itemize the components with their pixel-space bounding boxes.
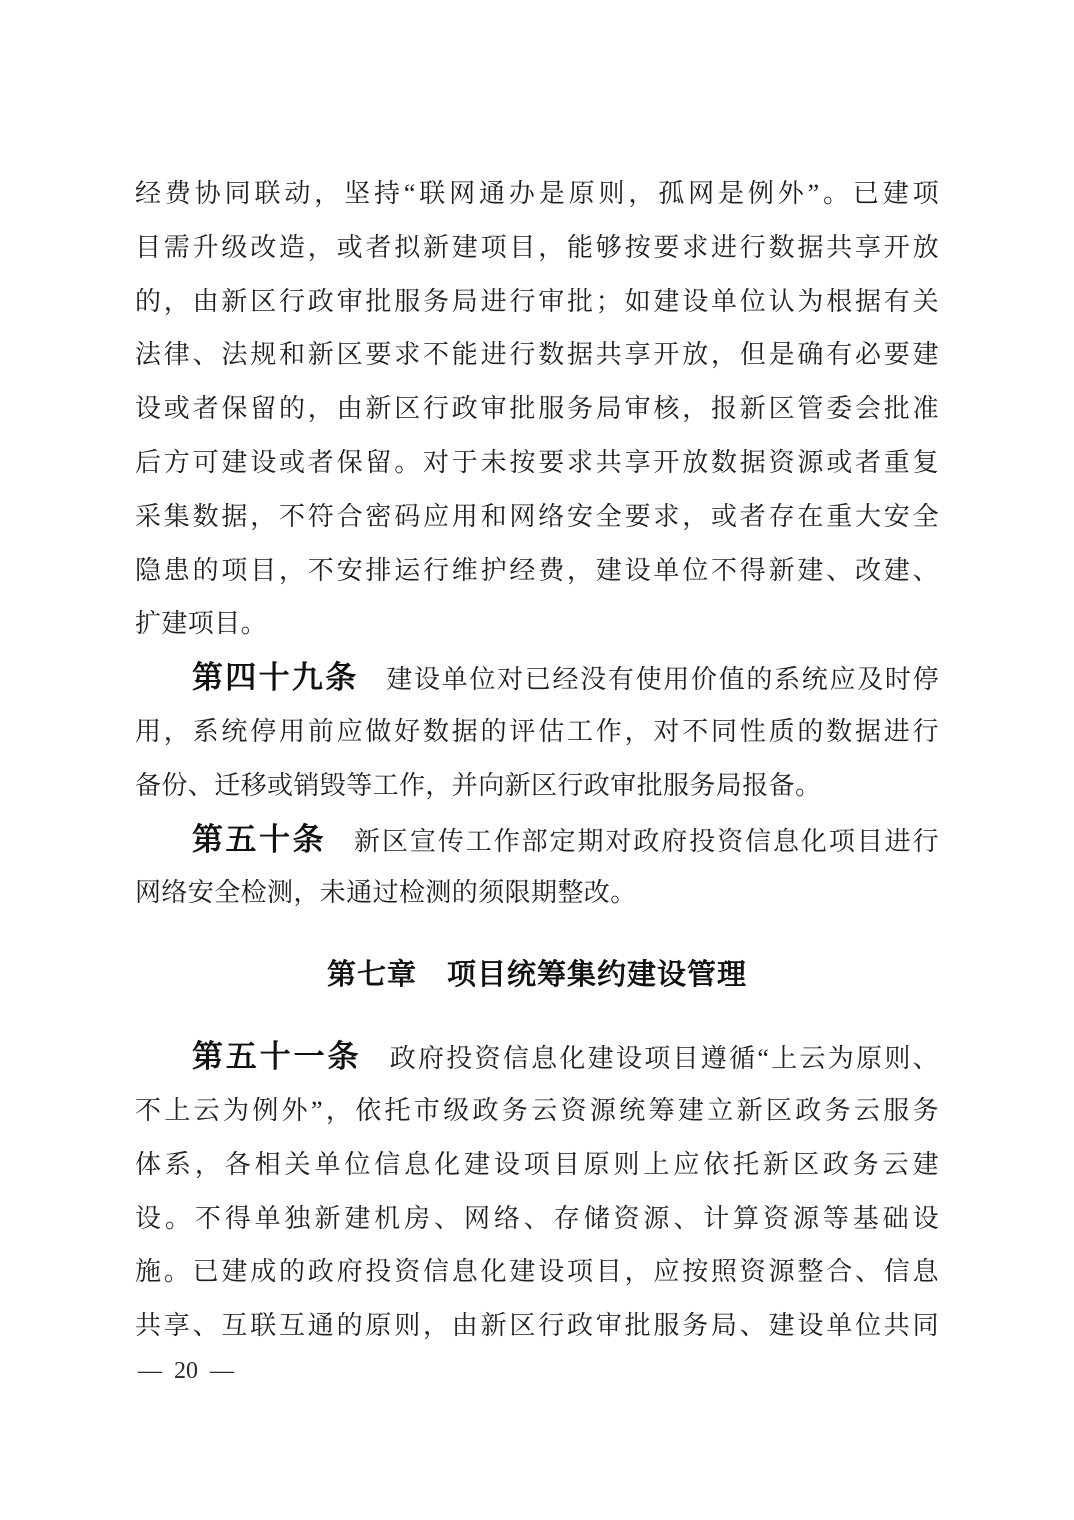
text-line [135,221,939,275]
body-text: 隐患的项目，不安排运行维护经费，建设单位不得新建、改建、 [135,555,939,585]
body-text: 体系，各相关单位信息化建设项目原则上应依托新区政务云建 [135,1149,939,1179]
chapter-heading-text: 第七章 项目统筹集约建设管理 [326,959,747,992]
text-line [135,759,939,813]
text-line [135,866,939,920]
text-line-article-50 [135,813,939,867]
footer-dash-left: — [138,1358,162,1384]
body-text: 法律、法规和新区要求不能进行数据共享开放，但是确有必要建 [135,340,939,370]
text-line [135,1299,939,1353]
body-text: 后方可建设或者保留。对于未按要求共享开放数据资源或者重复 [135,447,939,477]
body-text: 采集数据，不符合密码应用和网络安全要求，或者存在重大安全 [135,501,939,531]
body-text: 用，系统停用前应做好数据的评估工作，对不同性质的数据进行 [135,716,939,746]
text-line-article-51 [135,1030,939,1084]
body-text: 施。已建成的政府投资信息化建设项目，应按照资源整合、信息 [135,1257,939,1287]
text-line [135,1192,939,1246]
body-text: 的，由新区行政审批服务局进行审批；如建设单位认为根据有关 [135,286,939,316]
text-line [135,597,939,651]
text-line [135,544,939,598]
text-line [135,705,939,759]
text-line [135,1084,939,1138]
article-number: 第五十一条 [192,1039,362,1075]
body-text: 网络安全检测，未通过检测的须限期整改。 [135,878,637,908]
body-text: 经费协同联动，坚持“联网通办是原则，孤网是例外”。已建项 [135,179,939,208]
body-text: 扩建项目。 [135,609,268,639]
text-line [135,1138,939,1192]
body-text: 目需升级改造，或者拟新建项目，能够按要求进行数据共享开放 [135,232,939,262]
text-line [135,490,939,544]
article-number: 第四十九条 [192,660,359,696]
page-number: 20 [174,1358,198,1384]
text-line [135,328,939,382]
body-text: 不上云为例外”，依托市级政务云资源统筹建立新区政务云服务 [135,1095,939,1125]
text-line [135,382,939,436]
page-body [135,167,939,1353]
text-line [135,1245,939,1299]
body-text: 政府投资信息化建设项目遵循“上云为原则、 [361,1044,939,1074]
text-line [135,436,939,490]
body-text: 设或者保留的，由新区行政审批服务局审核，报新区管委会批准 [135,394,939,424]
article-number: 第五十条 [192,821,327,857]
page-number-footer [138,1356,234,1386]
body-text: 设。不得单独新建机房、网络、存储资源、计算资源等基础设 [135,1203,939,1233]
chapter-heading [135,920,939,1030]
body-text: 建设单位对已经没有使用价值的系统应及时停 [358,665,939,695]
body-text: 备份、迁移或销毁等工作，并向新区行政审批服务局报备。 [135,770,822,800]
body-text: 共享、互联互通的原则，由新区行政审批服务局、建设单位共同 [135,1311,939,1341]
text-line [135,275,939,329]
text-line-article-49 [135,651,939,705]
body-text: 新区宣传工作部定期对政府投资信息化项目进行 [326,826,939,856]
footer-dash-right: — [210,1358,234,1384]
text-line [135,167,939,221]
